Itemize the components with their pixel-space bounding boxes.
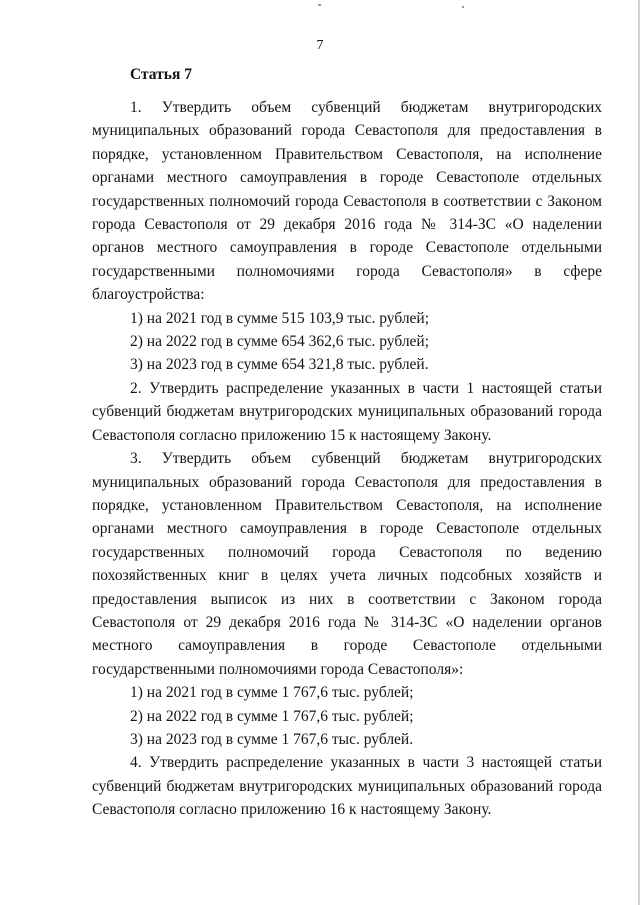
paragraph-part-3: 3. Утвердить объем субвенций бюджетам внутригородских муниципальных образований города Севастополя для предоставления в порядке, установленном Правительством Севастополя, на исполнение органами местного самоуправления в городе Севастополе отдельных государственных полномочий города Севастополя по ведению похозяйственных книг в целях учета личных подсобных хозяйств и предоставления выписок из них в соответствии с Законом города Севастополя от 29 декабря 2016 года № 314-ЗС «О наделении органов местного самоуправления в городе Севастополе отдельными государственными полномочиями города Севастополя»:: [92, 450, 602, 678]
page-number: 7: [316, 38, 324, 53]
paragraph-part-2: 2. Утвердить распределение указанных в части 1 настоящей статьи субвенций бюджетам внутригородских муниципальных образований города Севастополя согласно приложению 15 к настоящему Закону.: [92, 379, 602, 444]
article-body: [92, 96, 602, 822]
scan-speck: [462, 6, 464, 8]
paragraph-part-1: 1. Утвердить объем субвенций бюджетам внутригородских муниципальных образований города Севастополя для предоставления в порядке, установленном Правительством Севастополя, на исполнение органами местного самоуправления в городе Севастополе отдельных государственных полномочий города Севастополя в соответствии с Законом города Севастополя от 29 декабря 2016 года № 314-ЗС «О наделении органов местного самоуправления в городе Севастополе отдельными государственными полномочиями города Севастополя» в сфере благоустройства:: [92, 99, 602, 304]
list-item-2021: 1) на 2021 год в сумме 515 103,9 тыс. рублей;: [130, 309, 430, 327]
list-item-2021: 1) на 2021 год в сумме 1 767,6 тыс. рублей;: [130, 684, 414, 702]
article-title: Статья 7: [130, 66, 192, 83]
list-item-2022: 2) на 2022 год в сумме 654 362,6 тыс. рублей;: [130, 333, 430, 351]
scan-speck: [318, 4, 321, 6]
list-item-2023: 3) на 2023 год в сумме 654 321,8 тыс. рублей.: [130, 356, 429, 374]
list-item-2022: 2) на 2022 год в сумме 1 767,6 тыс. рублей;: [130, 707, 414, 725]
list-item-2023: 3) на 2023 год в сумме 1 767,6 тыс. рублей.: [130, 730, 414, 748]
paragraph-part-4: 4. Утвердить распределение указанных в части 3 настоящей статьи субвенций бюджетам внутригородских муниципальных образований города Севастополя согласно приложению 16 к настоящему Закону.: [92, 754, 602, 819]
